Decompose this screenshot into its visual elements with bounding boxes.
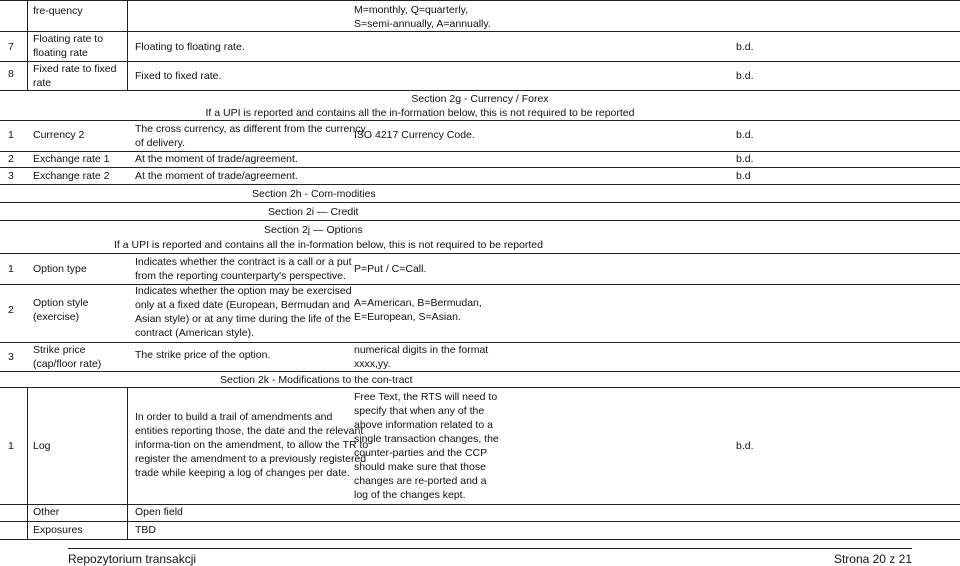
table-row: [0, 31, 960, 62]
table-row: [0, 120, 960, 152]
field-description: The cross currency, as different from the currency of delivery.: [135, 123, 366, 149]
row-number: 1: [8, 129, 14, 141]
footer-rule: [68, 548, 912, 549]
field-description: At the moment of trade/agreement.: [135, 170, 298, 182]
field-name: Strike price (cap/floor rate): [33, 344, 102, 370]
field-description: Open field: [135, 506, 183, 518]
field-format: P=Put / C=Call.: [354, 263, 427, 275]
field-name: Floating rate to floating rate: [33, 33, 104, 59]
row-number: 2: [8, 153, 14, 165]
field-description: In order to build a trail of amendments and entities reporting those, the date and the relevant informa-tion on the amendment, to allow the TR to register the amendment to a previously registered trade while keeping a log of changes per date.: [135, 411, 369, 479]
section-row: [0, 185, 960, 203]
field-format: numerical digits in the format xxxx,yy.: [354, 344, 489, 370]
field-description: TBD: [135, 524, 156, 536]
table-row: [0, 253, 960, 285]
section-title: Section 2g - Currency / Forex: [411, 93, 549, 105]
field-name: Option style (exercise): [33, 297, 89, 323]
table-row: [0, 62, 960, 91]
row-number: 8: [8, 68, 14, 80]
field-format: M=monthly, Q=quarterly, S=semi-annually, A=annually.: [354, 4, 491, 30]
page-number: Strona 20 z 21: [833, 552, 912, 566]
row-number: 1: [8, 440, 14, 452]
field-name: Fixed rate to fixed rate: [33, 63, 117, 89]
row-number: 2: [8, 304, 14, 316]
field-name: Exchange rate 1: [33, 153, 110, 165]
status-tag: b.d.: [736, 440, 754, 452]
field-name: Log: [33, 440, 51, 452]
status-tag: b.d.: [736, 41, 754, 53]
status-tag: b.d.: [736, 70, 754, 82]
table-row: [0, 284, 960, 343]
field-description: The strike price of the option.: [135, 349, 271, 361]
table-row: [0, 343, 960, 372]
field-name: Other: [33, 506, 60, 518]
section-title: Section 2k - Modifications to the con-tract: [220, 374, 413, 386]
field-format: Free Text, the RTS will need to specify that when any of the above information related to a single transaction changes, the counter-parties and the CCP should make sure that those changes are re-ported and a log of the changes kept.: [354, 391, 499, 501]
row-number: 7: [8, 41, 14, 53]
field-description: Floating to floating rate.: [135, 41, 245, 53]
section-note: If a UPI is reported and contains all the in-formation below, this is not required to be reported: [205, 107, 635, 119]
section-title: Section 2h - Com-modities: [252, 188, 376, 200]
row-number: 3: [8, 351, 14, 363]
field-name: Exchange rate 2: [33, 170, 110, 182]
table-row: [0, 387, 960, 505]
section-title: Section 2j — Options: [264, 224, 363, 236]
table-row: [0, 151, 960, 168]
field-description: Indicates whether the contract is a call or a put from the reporting counterparty's perspective.: [135, 256, 352, 282]
field-name: Option type: [33, 263, 87, 275]
field-name: Currency 2: [33, 129, 85, 141]
status-tag: b.d.: [736, 153, 754, 165]
row-number: 1: [8, 263, 14, 275]
table-row: [0, 168, 960, 185]
footer-title: Repozytorium transakcji: [68, 552, 197, 566]
status-tag: b.d: [736, 170, 751, 182]
field-format: A=American, B=Bermudan, E=European, S=Asian.: [354, 297, 482, 323]
status-tag: b.d.: [736, 129, 754, 141]
field-name: Exposures: [33, 524, 83, 536]
field-description: Fixed to fixed rate.: [135, 70, 222, 82]
section-row: [0, 203, 960, 221]
field-format: ISO 4217 Currency Code.: [354, 129, 475, 141]
section-title: Section 2i — Credit: [268, 206, 359, 218]
field-description: Indicates whether the option may be exercised only at a fixed date (European, Bermudan and Asian style) or at any time during the life of the contract (American style).: [135, 285, 352, 339]
field-description: At the moment of trade/agreement.: [135, 153, 298, 165]
table-row: [0, 504, 960, 522]
field-name: fre-quency: [33, 5, 83, 17]
table-row: [0, 522, 960, 540]
table-row: [0, 0, 960, 32]
row-number: 3: [8, 170, 14, 182]
section-note: If a UPI is reported and contains all the in-formation below, this is not required to be reported: [114, 239, 543, 251]
